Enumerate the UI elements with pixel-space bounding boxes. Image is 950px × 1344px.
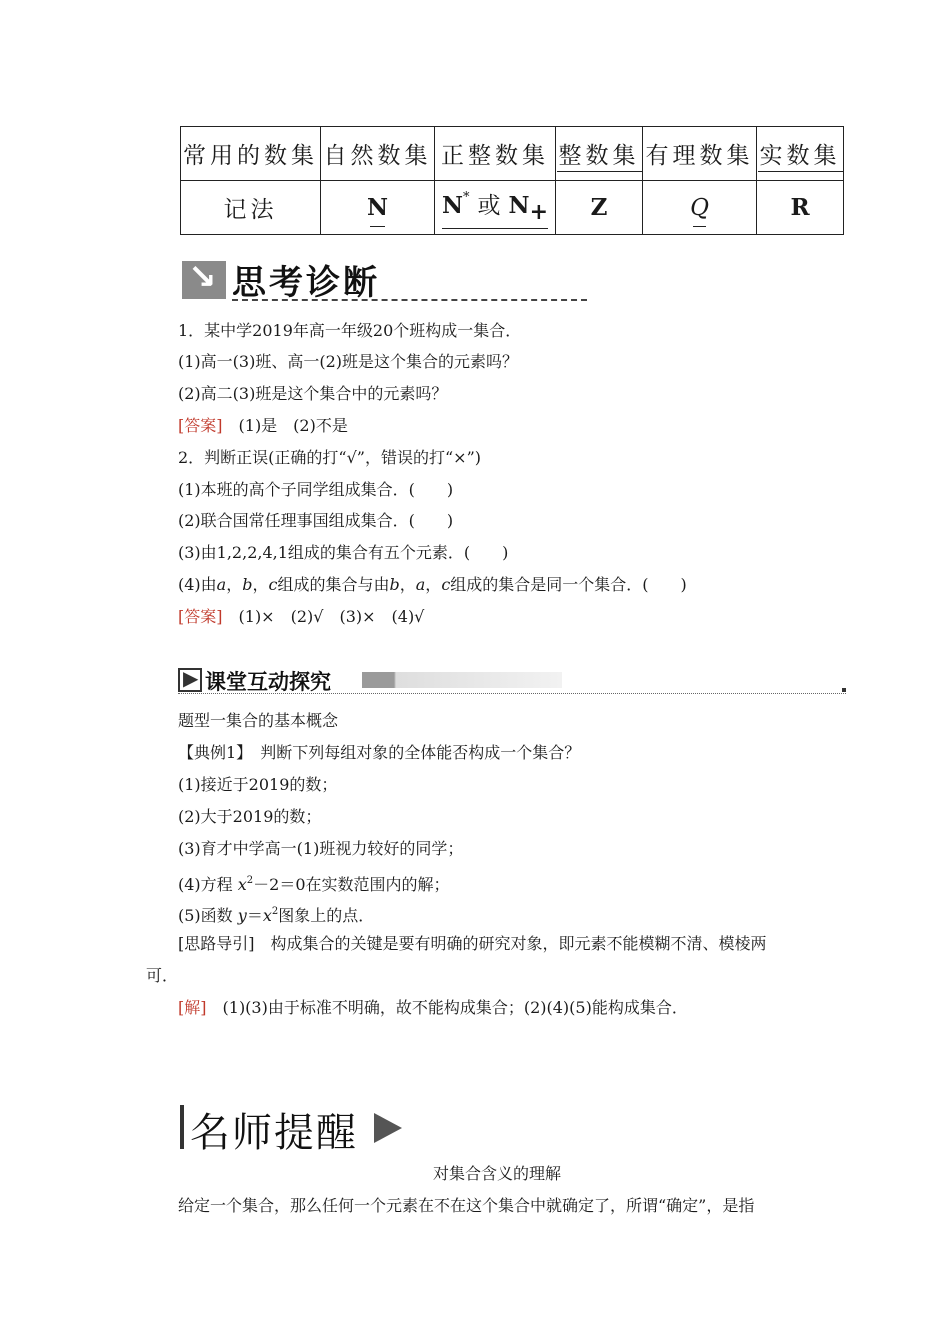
section-header-tip [180, 1103, 420, 1155]
exponent: 2 [271, 906, 279, 917]
solution-label: [解] [178, 998, 207, 1017]
solution [178, 998, 688, 1018]
underlined-header: 整数集 [557, 143, 642, 172]
table-cell: R [757, 181, 844, 235]
variable: x [262, 906, 272, 925]
table-cell: 正整数集 [435, 127, 556, 181]
text-run: －2＝0在实数范围内的解； [253, 875, 450, 894]
symbol-positive [442, 187, 548, 229]
text-run: 组成的集合是同一个集合．( ) [450, 575, 687, 594]
text-run: ， [226, 575, 243, 594]
chevron-right-icon: ↘ [182, 261, 226, 299]
dotted-divider [178, 693, 846, 694]
section-title: 思考诊断 [232, 263, 380, 303]
exponent: 2 [246, 875, 254, 886]
variable: a [216, 575, 227, 594]
text-run: 图象上的点． [278, 906, 375, 925]
text-run: ， [399, 575, 416, 594]
question-2-2: (2)联合国常任理事国组成集合．( ) [178, 511, 454, 530]
example-1 [178, 743, 580, 763]
item-1: (1)接近于2019的数； [178, 775, 338, 794]
item-5 [178, 902, 374, 926]
example-text: 判断下列每组对象的全体能否构成一个集合？ [260, 743, 581, 762]
answer-1 [178, 416, 348, 436]
item-3: (3)育才中学高一(1)班视力较好的同学； [178, 839, 464, 858]
text-run: (5)函数 [178, 906, 238, 925]
variable: b [389, 575, 400, 594]
answer-text: (1)是 (2)不是 [238, 416, 348, 435]
answer-label: [答案] [178, 607, 223, 626]
number-set-table [180, 126, 844, 235]
variable: c [268, 575, 278, 594]
question-1-a: (1)高一(3)班、高一(2)班是这个集合的元素吗？ [178, 352, 518, 371]
item-4 [178, 871, 450, 895]
variable: a [415, 575, 426, 594]
section-title: 名师提醒 [190, 1110, 358, 1156]
item-2: (2)大于2019的数； [178, 807, 322, 826]
answer-text: (1)× (2)√ (3)× (4)√ [238, 607, 425, 626]
text-run: (4)由 [178, 575, 217, 594]
symbol-positive-b: N [508, 191, 530, 219]
section-header-class [178, 666, 848, 696]
hint-text: 构成集合的关键是要有明确的研究对象，即元素不能模糊不清、模棱两 [270, 934, 767, 953]
symbol-plus: + [529, 198, 549, 225]
table-cell [556, 127, 643, 181]
text-run: ， [252, 575, 269, 594]
solution-text: (1)(3)由于标准不明确，故不能构成集合；(2)(4)(5)能构成集合． [222, 998, 688, 1017]
decorative-dot [842, 688, 846, 692]
question-2: 2．判断正误(正确的打“√”，错误的打“×”) [178, 448, 481, 467]
table-cell: 常用的数集 [181, 127, 321, 181]
decorative-bar [362, 672, 562, 688]
variable: b [242, 575, 253, 594]
table-cell: 有理数集 [643, 127, 757, 181]
symbol-star: * [463, 189, 470, 205]
topic-title: 题型一集合的基本概念 [178, 711, 339, 730]
question-2-1: (1)本班的高个子同学组成集合．( ) [178, 480, 454, 499]
table-cell [643, 181, 757, 235]
table-cell [435, 181, 556, 235]
section-title: 课堂互动探究 [205, 670, 331, 694]
decorative-bar [180, 1105, 184, 1149]
symbol-positive-a: N [441, 191, 464, 219]
variable: x [237, 875, 247, 894]
text-run: (4)方程 [178, 875, 238, 894]
tip-body: 给定一个集合，那么任何一个元素在不在这个集合中就确定了，所谓“确定”，是指 [178, 1196, 755, 1215]
hint-label: [思路导引] [178, 934, 255, 953]
variable: y [237, 906, 247, 925]
chevron-right-icon: ▶ [178, 668, 202, 692]
dashed-divider [232, 299, 587, 301]
section-header-think [182, 255, 412, 303]
table-row-label: 记法 [181, 181, 321, 235]
tip-subtitle: 对集合含义的理解 [433, 1164, 562, 1183]
symbol-natural: N [366, 194, 389, 221]
question-2-3: (3)由1,2,2,4,1组成的集合有五个元素．( ) [178, 543, 509, 562]
symbol-or: 或 [477, 192, 501, 219]
table-cell [757, 127, 844, 181]
answer-label: [答案] [178, 416, 223, 435]
hint-continued: 可． [146, 966, 179, 985]
hint [178, 934, 767, 954]
symbol-rational: Q [690, 195, 709, 221]
example-label: 【典例1】 [178, 743, 245, 762]
question-2-4 [178, 575, 687, 595]
question-1-b: (2)高二(3)班是这个集合中的元素吗？ [178, 384, 448, 403]
table-cell: Z [556, 181, 643, 235]
text-run: ＝ [246, 906, 263, 925]
table-symbol-row [181, 181, 844, 235]
table-cell [321, 181, 435, 235]
table-header-row [181, 127, 844, 181]
answer-2 [178, 607, 424, 627]
table-cell: 自然数集 [321, 127, 435, 181]
variable: c [441, 575, 451, 594]
underlined-header: 实数集 [758, 143, 843, 172]
question-1: 1．某中学2019年高一年级20个班构成一集合． [178, 321, 522, 340]
triangle-right-icon [374, 1113, 402, 1143]
text-run: 组成的集合与由 [277, 575, 390, 594]
text-run: ， [425, 575, 442, 594]
